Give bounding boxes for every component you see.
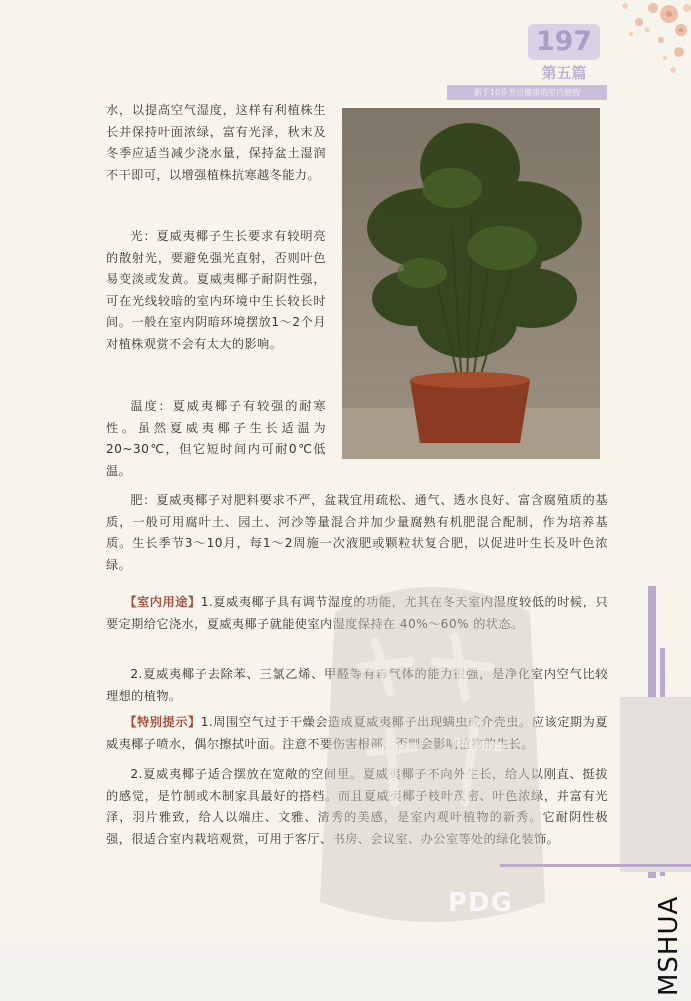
palm-plant-photo (342, 108, 600, 459)
paragraph-light: 光：夏威夷椰子生长要求有较明亮的散射光，要避免强光直射，否则叶色易变淡或发黄。夏威夷椰子耐阴性强，可在光线较暗的室内环境中生长较长时间。一般在室内阴暗环境摆放1～2个月对植株观赏不会有太大的影响。 (106, 229, 326, 351)
brand-text: MSHUA (654, 895, 684, 996)
footer-accent-line (500, 864, 691, 867)
side-accent-block (620, 697, 691, 872)
paragraph-placement: 2.夏威夷椰子适合摆放在宽敞的空间里。夏威夷椰子不向外生长，给人以刚直、挺拔的感觉，是竹制或木制家具最好的搭档。而且夏威夷椰子枝叶茂密、叶色浓绿，并富有光泽，羽片雅致，给人以端庄、文雅、清秀的美感，是室内观叶植物的新秀。它耐阴性极强，很适合室内栽培观赏，可用于客厅、书房、会议室、办公室等处的绿化装饰。 (106, 767, 608, 846)
section-label: 新手10步养出健康的室内植物 (447, 85, 607, 100)
tips-text: 1.周围空气过于干燥会造成夏威夷椰子出现螨虫或介壳虫。应该定期为夏威夷椰子喷水，偶尔擦拭叶面。注意不要伤害根部，否则会影响植物的生长。 (106, 715, 608, 751)
watermark-label: PDG (448, 888, 513, 918)
paragraph-watering: 水，以提高空气湿度，这样有利植株生长并保持叶面浓绿，富有光泽，秋末及冬季应适当减少浇水量，保持盆土湿润不干即可，以增强植株抗寒越冬能力。 (106, 103, 326, 182)
indoor-use-heading: 【室内用途】 (124, 595, 201, 609)
page-number: 197 (528, 24, 600, 60)
chapter-title: 第五篇 (541, 64, 587, 82)
paragraph-temperature: 温度：夏威夷椰子有较强的耐寒性。虽然夏威夷椰子生长适温为20~30℃，但它短时间内可耐0℃低温。 (106, 399, 326, 478)
bottom-margin (0, 945, 691, 1001)
seal-watermark-icon (315, 572, 550, 932)
brand-mark (653, 878, 685, 996)
indoor-use-text: 1.夏威夷椰子具有调节湿度的功能，尤其在冬天室内湿度较低的时候，只要定期给它浇水，夏威夷椰子就能使室内湿度保持在 40%～60% 的状态。 (106, 595, 608, 631)
tips-heading: 【特别提示】 (124, 715, 201, 729)
paragraph-fertilizer: 肥：夏威夷椰子对肥料要求不严，盆栽宜用疏松、通气、透水良好、富含腐殖质的基质，一般可用腐叶土、园土、河沙等量混合并加少量腐熟有机肥混合配制，作为培养基质。生长季节3～10月，每1～2周施一次液肥或颗粒状复合肥，以促进叶生长及叶色浓绿。 (106, 493, 608, 572)
paragraph-air-purify: 2.夏威夷椰子去除苯、三氯乙烯、甲醛等有毒气体的能力很强，是净化室内空气比较理想的植物。 (106, 667, 608, 703)
